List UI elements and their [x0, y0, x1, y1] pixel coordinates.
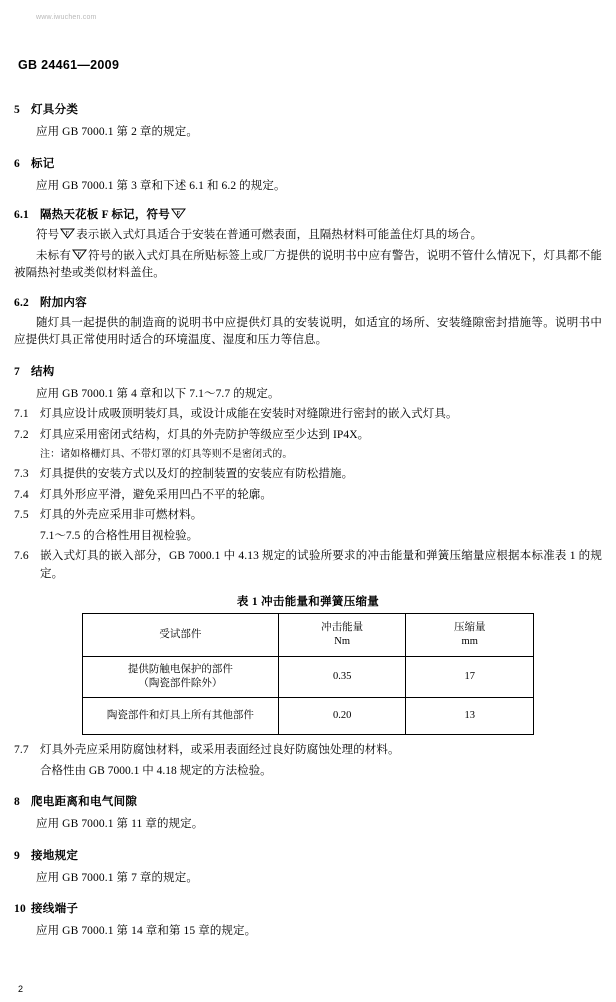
table-cell-compression-2: 13	[406, 698, 534, 735]
clause-7-6	[14, 548, 602, 583]
table-cell-energy-2: 0.20	[278, 698, 406, 735]
section-9-paragraph: 应用 GB 7000.1 第 7 章的规定。	[36, 871, 198, 884]
table-cell-part-2: 陶瓷部件和灯具上所有其他部件	[83, 698, 279, 735]
table-1-title: 表 1 冲击能量和弹簧压缩量	[236, 596, 380, 608]
table-header-row	[83, 614, 534, 657]
clause-number-7-6: 7.6	[14, 550, 29, 562]
section-heading-6	[14, 155, 602, 171]
subsection-number-6-2: 6.2	[14, 296, 29, 309]
table-header-energy-line1: 冲击能量	[321, 622, 364, 633]
table-1	[82, 613, 534, 735]
clause-number-7-5: 7.5	[14, 509, 29, 521]
clause-text-7-7: 灯具外壳应采用防腐蚀材料，或采用表面经过良好防腐蚀处理的材料。	[40, 744, 400, 756]
clause-7-2-note: 注：诸如格栅灯具、不带灯罩的灯具等则不是密闭式的。	[40, 449, 293, 460]
table-cell-part-1	[83, 657, 279, 698]
clause-7-3	[14, 466, 602, 484]
clause-text-7-5: 灯具的外壳应采用非可燃材料。	[40, 509, 203, 521]
section-10-paragraph: 应用 GB 7000.1 第 14 章和第 15 章的规定。	[36, 925, 257, 937]
clause-7-2	[14, 427, 602, 445]
svg-text:F: F	[77, 251, 82, 258]
clause-text-7-4: 灯具外形应平滑，避免采用凹凸不平的轮廓。	[40, 488, 272, 501]
para-6-1-2-part-a: 未标有	[36, 249, 72, 262]
table-cell-compression-1: 17	[406, 657, 534, 698]
section-6-paragraph: 应用 GB 7000.1 第 3 章和下述 6.1 和 6.2 的规定。	[36, 179, 286, 192]
section-7-intro: 应用 GB 7000.1 第 4 章和以下 7.1～7.7 的规定。	[36, 387, 280, 400]
section-5-paragraph: 应用 GB 7000.1 第 2 章的规定。	[36, 126, 198, 138]
section-heading-9	[14, 847, 602, 863]
section-number-7: 7	[14, 365, 21, 378]
section-heading-7	[14, 363, 602, 379]
page-content	[14, 88, 602, 944]
section-heading-5	[14, 101, 602, 117]
section-heading-10	[14, 900, 602, 916]
subsection-6-1-paragraph-2	[14, 248, 602, 283]
clause-number-7-1: 7.1	[14, 408, 29, 420]
table-header-compression	[406, 614, 534, 657]
clause-number-7-4: 7.4	[14, 488, 29, 501]
section-number-5: 5	[14, 104, 21, 116]
subsection-6-1-paragraph-1	[14, 227, 602, 245]
section-heading-8	[14, 793, 602, 809]
section-number-10: 10	[14, 903, 27, 915]
table-row	[83, 657, 534, 698]
section-8-paragraph: 应用 GB 7000.1 第 11 章的规定。	[36, 818, 204, 830]
section-title-6: 标记	[31, 157, 55, 170]
section-title-10: 接线端子	[31, 903, 79, 915]
clause-text-7-6: 嵌入式灯具的嵌入部分，GB 7000.1 中 4.13 规定的试验所要求的冲击能量和弹簧压缩量应根据本标准表 1 的规定。	[40, 550, 602, 580]
clause-number-7-3: 7.3	[14, 468, 29, 480]
table-header-energy-line2: Nm	[334, 636, 351, 647]
section-title-8: 爬电距离和电气间隙	[31, 796, 138, 808]
clause-7-7-compliance: 合格性由 GB 7000.1 中 4.18 规定的方法检验。	[40, 764, 272, 777]
page-number: 2	[18, 984, 24, 994]
subsection-title-6-2: 附加内容	[40, 296, 87, 309]
watermark-text: www.iwuchen.com	[36, 14, 97, 21]
section-number-6: 6	[14, 157, 21, 170]
clause-text-7-2: 灯具应采用密闭式结构，灯具的外壳防护等级应至少达到 IP4X。	[40, 428, 370, 441]
table-row	[83, 698, 534, 735]
clause-number-7-2: 7.2	[14, 428, 29, 441]
table-header-energy	[278, 614, 406, 657]
clause-number-7-7: 7.7	[14, 744, 29, 756]
clause-7-5	[14, 507, 602, 525]
svg-text:F: F	[176, 211, 181, 217]
svg-text:F: F	[65, 231, 70, 237]
f-mark-triangle-icon-inline-2	[72, 249, 87, 260]
standard-number: GB 24461—2009	[18, 58, 120, 72]
subsection-number-6-1: 6.1	[14, 209, 29, 221]
section-number-8: 8	[14, 796, 21, 808]
f-mark-triangle-icon-inline-1	[60, 228, 75, 239]
clause-7-5-compliance: 7.1～7.5 的合格性用目视检验。	[40, 529, 199, 542]
clause-7-4	[14, 487, 602, 505]
subsection-heading-6-2	[14, 294, 602, 310]
clause-text-7-3: 灯具提供的安装方式以及灯的控制装置的安装应有防松措施。	[40, 468, 354, 480]
section-title-9: 接地规定	[31, 849, 79, 862]
table-header-compression-line2: mm	[461, 636, 478, 647]
table-cell-part-1-line2: （陶瓷部件除外）	[138, 678, 223, 689]
table-header-part: 受试部件	[83, 614, 279, 657]
section-number-9: 9	[14, 849, 21, 862]
para-6-1-1-part-b: 表示嵌入式灯具适合于安装在普通可燃表面，且隔热材料可能盖住灯具的场合。	[76, 229, 483, 241]
subsection-6-2-paragraph: 随灯具一起提供的制造商的说明书中应提供灯具的安装说明，如适宜的场所、安装缝隙密封措施等。说明书中应提供灯具正常使用时适合的环境温度、湿度和压力等信息。	[14, 316, 602, 346]
table-cell-part-1-line1: 提供防触电保护的部件	[127, 664, 233, 675]
table-cell-energy-1: 0.35	[278, 657, 406, 698]
clause-7-1	[14, 406, 602, 424]
section-title-7: 结构	[31, 365, 55, 378]
subsection-heading-6-1	[14, 206, 602, 222]
para-6-1-2-part-b: 符号的嵌入式灯具在所贴标签上或厂方提供的说明书中应有警告，说明不管什么情况下，灯具都不能被隔热衬垫或类似材料盖住。	[14, 249, 602, 279]
para-6-1-1-part-a: 符号	[36, 229, 60, 241]
table-header-compression-line1: 压缩量	[453, 622, 486, 633]
subsection-title-6-1: 隔热天花板 F 标记，符号	[40, 209, 170, 221]
f-mark-triangle-icon	[171, 208, 186, 219]
clause-7-7	[14, 742, 602, 760]
section-title-5: 灯具分类	[31, 104, 79, 116]
clause-text-7-1: 灯具应设计成吸顶明装灯具，或设计成能在安装时对缝隙进行密封的嵌入式灯具。	[40, 408, 458, 420]
